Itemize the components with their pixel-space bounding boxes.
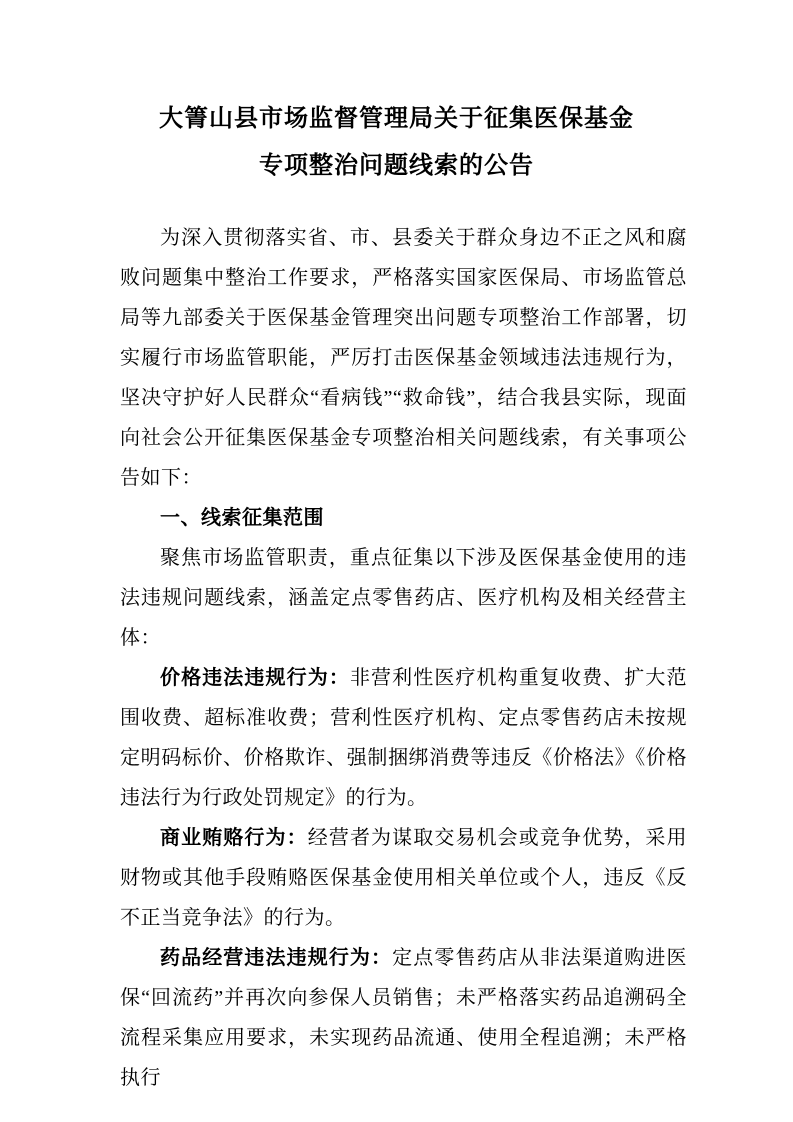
bold-text-run: 药品经营违法违规行为： (160, 947, 393, 969)
body-paragraph (120, 218, 687, 498)
body-paragraph (120, 938, 687, 1098)
text-run: 非营利性医疗机构重复收费、扩大范围收费、超标准收费；营利性医疗机构、定点零售药店未按规定明码标价、价格欺诈、强制捆绑消费等违反《价格法》《价格违法行为行政处罚规定》的行为。 (120, 667, 687, 809)
body-paragraph (120, 658, 687, 818)
body-paragraph (120, 538, 687, 658)
bold-text-run: 商业贿赂行为： (160, 827, 308, 849)
body-paragraph (120, 818, 687, 938)
text-run: 为深入贯彻落实省、市、县委关于群众身边不正之风和腐败问题集中整治工作要求，严格落实国家医保局、市场监管总局等九部委关于医保基金管理突出问题专项整治工作部署，切实履行市场监管职能，严厉打击医保基金领域违法违规行为，坚决守护好人民群众“看病钱”“救命钱”，结合我县实际，现面向社会公开征集医保基金专项整治相关问题线索，有关事项公告如下： (120, 227, 687, 489)
text-run: 聚焦市场监管职责，重点征集以下涉及医保基金使用的违法违规问题线索，涵盖定点零售药店、医疗机构及相关经营主体： (120, 547, 687, 649)
text-run: 经营者为谋取交易机会或竞争优势，采用财物或其他手段贿赂医保基金使用相关单位或个人，违反《反不正当竞争法》的行为。 (120, 827, 688, 929)
text-run: 定点零售药店从非法渠道购进医保“回流药”并再次向参保人员销售；未严格落实药品追溯码全流程采集应用要求，未实现药品流通、使用全程追溯；未严格执行 (120, 947, 688, 1089)
bold-text-run: 一、线索征集范围 (160, 507, 324, 529)
document-title (60, 96, 733, 190)
document-title-line-2: 专项整治问题线索的公告 (259, 153, 534, 179)
bold-text-run: 价格违法违规行为： (160, 667, 350, 689)
section-heading (120, 498, 687, 538)
document-title-line-1: 大箐山县市场监督管理局关于征集医保基金 (159, 106, 634, 132)
document-body (120, 218, 687, 1098)
